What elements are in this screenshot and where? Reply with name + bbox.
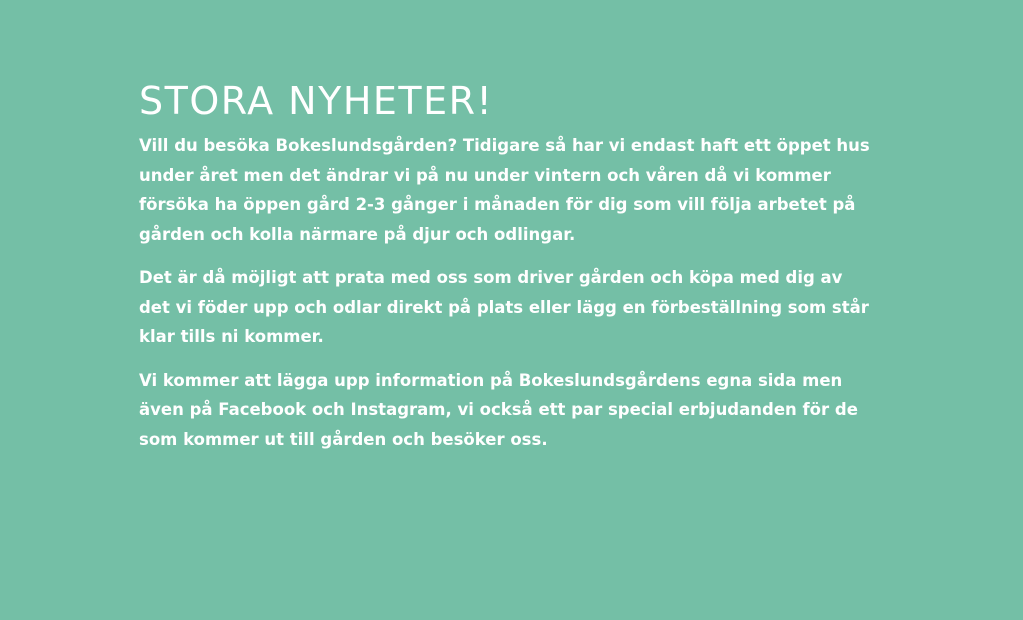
news-paragraph-social: Vi kommer att lägga upp information på Bokeslundsgårdens egna sida men även på Facebook och Instagram, vi också ett par special erbjudanden för de som kommer ut till gården och besöker oss. [139,370,858,449]
news-heading: STORA NYHETER! [139,79,494,123]
news-paragraph-visit: Vill du besöka Bokeslundsgården? Tidigare så har vi endast haft ett öppet hus under året men det ändrar vi på nu under vintern och våren då vi kommer försöka ha öppen gård 2-3 gånger i månaden för dig som vill följa arbetet på gården och kolla närmare på djur och odlingar. [139,136,870,244]
news-content [139,78,879,454]
news-paragraph-shop: Det är då möjligt att prata med oss som driver gården och köpa med dig av det vi föder upp och odlar direkt på plats eller lägg en förbeställning som står klar tills ni kommer. [139,268,869,346]
